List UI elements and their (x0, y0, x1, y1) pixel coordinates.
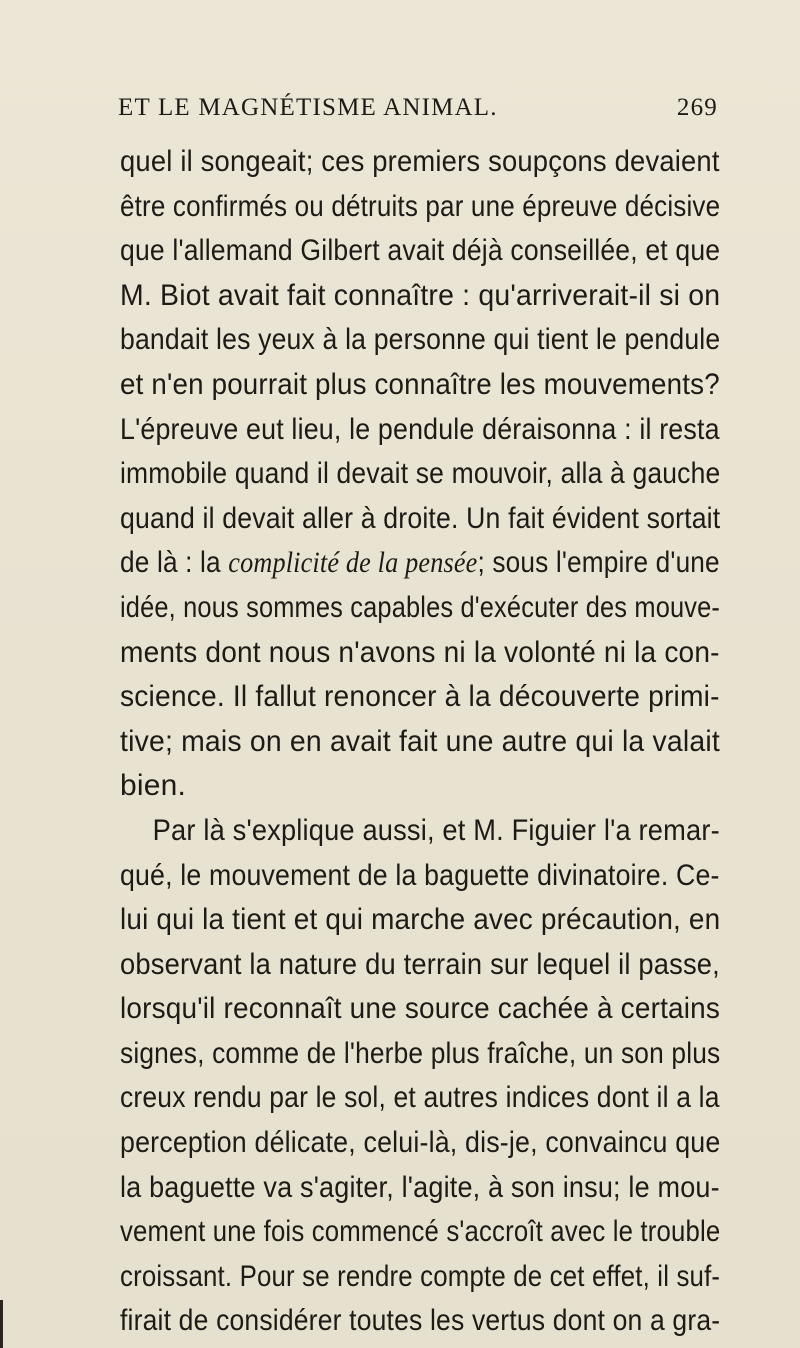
text-line: immobile quand il devait se mouvoir, alla à gauche (120, 457, 721, 491)
running-title: ET LE MAGNÉTISME ANIMAL. (118, 94, 498, 121)
text-line: lui qui la tient et qui marche avec précaution, en (120, 903, 721, 937)
text-line: idée, nous sommes capables d'exécuter des mouve- (120, 590, 721, 624)
italic-phrase: complicité de la pensée (228, 546, 478, 580)
text-line: croissant. Pour se rendre compte de cet effet, il suf- (120, 1259, 721, 1293)
text-line: science. Il fallut renoncer à la découverte primi- (120, 680, 720, 714)
text-line-with-emphasis (120, 541, 720, 586)
text-line: lorsqu'il reconnaît une source cachée à certains (120, 992, 721, 1026)
text-line: quand il devait aller à droite. Un fait évident sortait (120, 501, 721, 535)
text-line: M. Biot avait fait connaître : qu'arriverait-il si on (120, 278, 721, 312)
text-line: perception délicate, celui-là, dis-je, convaincu que (120, 1126, 721, 1160)
text-line: que l'allemand Gilbert avait déjà conseillée, et que (120, 234, 721, 268)
page-edge-mark (0, 1300, 3, 1348)
text-line: tive; mais on en avait fait une autre qui la valait (120, 724, 720, 758)
text-line: ments dont nous n'avons ni la volonté ni la con- (120, 635, 720, 669)
text-line: quel il songeait; ces premiers soupçons devaient (120, 145, 720, 178)
text-line: bandait les yeux à la personne qui tient le pendule (120, 323, 721, 357)
text-line: la baguette va s'agiter, l'agite, à son insu; le mou- (120, 1170, 720, 1204)
text-run: ; sous l'empire d'une (477, 546, 720, 580)
running-head (118, 88, 718, 128)
paragraph-first-line: Par là s'explique aussi, et M. Figuier l'a remar- (152, 813, 720, 847)
text-line: vement une fois commencé s'accroît avec le trouble (120, 1215, 721, 1249)
text-line: L'épreuve eut lieu, le pendule déraisonna : il resta (120, 412, 720, 446)
text-line: creux rendu par le sol, et autres indices dont il a la (120, 1081, 720, 1115)
text-line: être confirmés ou détruits par une épreuve décisive (120, 189, 721, 223)
text-line: observant la nature du terrain sur lequel il passe, (120, 947, 720, 981)
text-run: de là : la (120, 546, 229, 580)
text-line: et n'en pourrait plus connaître les mouvements? (120, 367, 720, 401)
text-line: qué, le mouvement de la baguette divinatoire. Ce- (120, 858, 720, 892)
text-line: bien. (120, 769, 187, 803)
page-number: 269 (676, 94, 718, 121)
text-line: signes, comme de l'herbe plus fraîche, un son plus (120, 1036, 721, 1070)
text-line: firait de considérer toutes les vertus dont on a gra- (120, 1304, 721, 1338)
body-text (120, 140, 720, 1344)
